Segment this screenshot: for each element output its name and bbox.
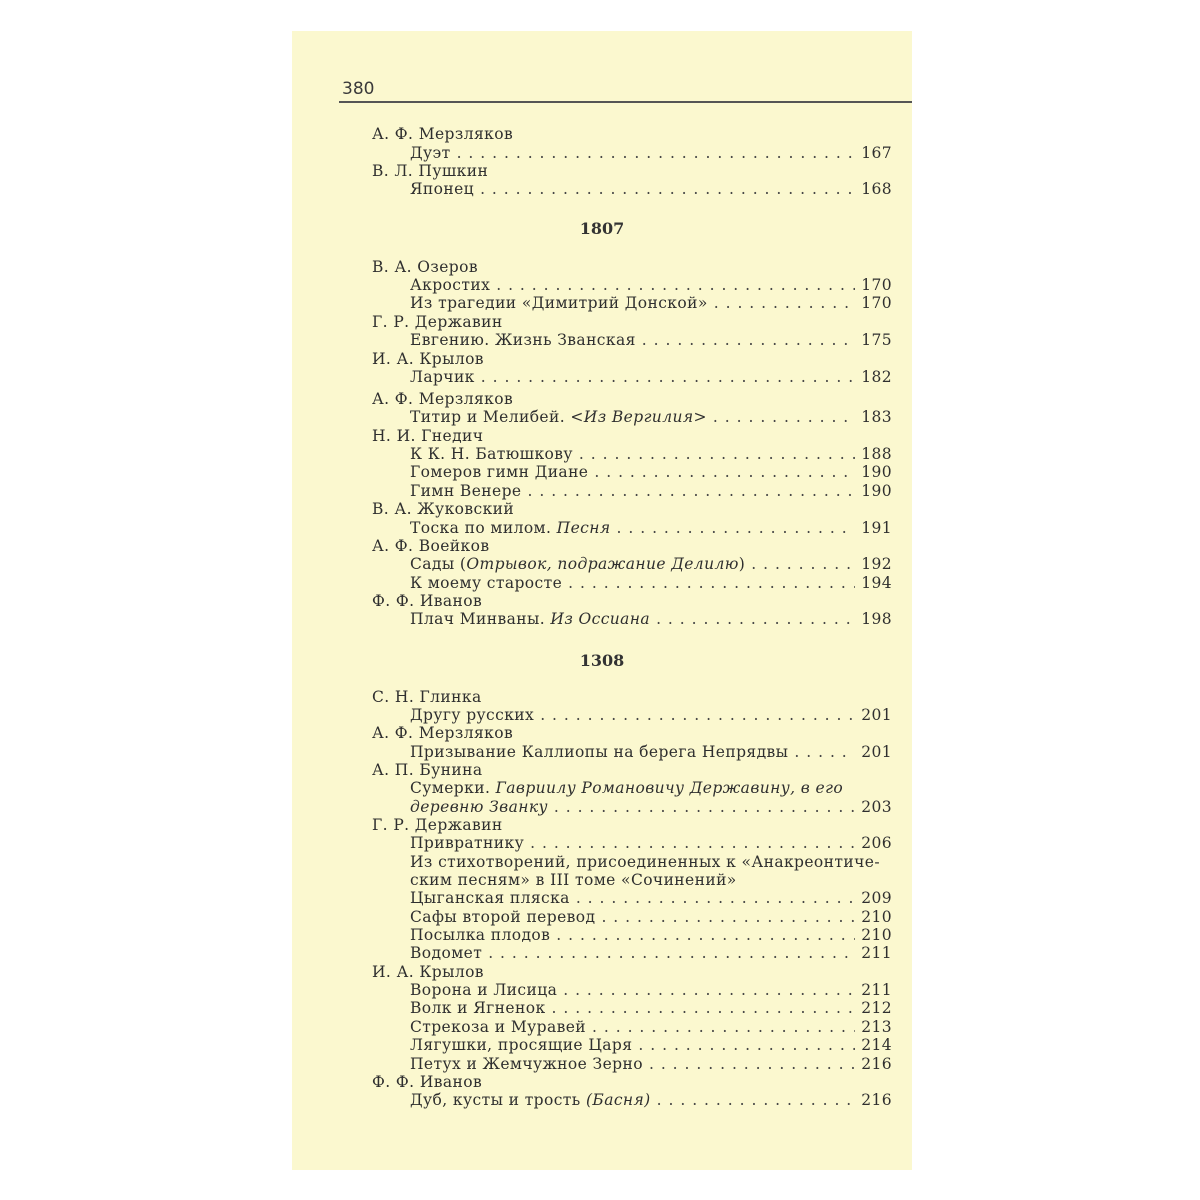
toc-row — [292, 444, 912, 464]
author-row — [292, 1072, 912, 1092]
entry-title: Дуб, кусты и трость (Басня) — [410, 1091, 651, 1109]
author-name: Г. Р. Державин — [372, 313, 503, 331]
dot-leader — [576, 888, 855, 908]
author-row — [292, 536, 912, 556]
toc-row — [292, 1090, 912, 1110]
dot-leader — [457, 143, 856, 163]
author-row — [292, 499, 912, 519]
author-name: С. Н. Глинка — [372, 688, 482, 706]
author-row — [292, 760, 912, 780]
dot-leader — [594, 462, 855, 482]
entry-title-italic: <Из Вергилия> — [570, 408, 707, 426]
toc-row — [292, 833, 912, 853]
entry-page-number: 214 — [861, 1036, 892, 1054]
toc-row — [292, 462, 912, 482]
toc-row — [292, 573, 912, 593]
author-name: Г. Р. Державин — [372, 816, 503, 834]
toc-row — [292, 1035, 912, 1055]
author-name: А. Ф. Воейков — [372, 537, 490, 555]
dot-leader — [568, 573, 855, 593]
entry-title: Ларчик — [410, 368, 475, 386]
dot-leader — [481, 367, 855, 387]
author-row — [292, 723, 912, 743]
year-heading: 1807 — [579, 219, 625, 238]
dot-leader — [751, 554, 855, 574]
author-name: А. Ф. Мерзляков — [372, 125, 514, 143]
author-name: В. А. Озеров — [372, 258, 478, 276]
entry-title-italic: Гавриилу Романовичу Державину, в его — [495, 779, 844, 797]
book-page — [292, 31, 912, 1170]
toc-row — [292, 888, 912, 908]
toc-row — [292, 1054, 912, 1074]
entry-page-number: 216 — [861, 1055, 892, 1073]
entry-title: Гимн Венере — [410, 482, 522, 500]
entry-title: Другу русских — [410, 706, 535, 724]
entry-page-number: 206 — [861, 834, 892, 852]
entry-title: Водомет — [410, 944, 483, 962]
author-row — [292, 687, 912, 707]
header-rule — [339, 101, 912, 103]
entry-title-italic: Песня — [556, 519, 611, 537]
entry-page-number: 213 — [861, 1018, 892, 1036]
author-name: В. Л. Пушкин — [372, 162, 489, 180]
entry-title — [410, 797, 548, 817]
entry-title: Привратнику — [410, 834, 525, 852]
author-name: А. Ф. Мерзляков — [372, 724, 514, 742]
author-row — [292, 312, 912, 332]
entry-title-italic: (Басня) — [585, 1091, 651, 1109]
entry-title: Из трагедии «Димитрий Донской» — [410, 294, 708, 312]
entry-title: Петух и Жемчужное Зерно — [410, 1055, 643, 1073]
dot-leader — [527, 481, 855, 501]
author-name: Ф. Ф. Иванов — [372, 1073, 483, 1091]
entry-title: Ворона и Лисица — [410, 981, 558, 999]
entry-title: Цыганская пляска — [410, 889, 570, 907]
dot-leader — [488, 943, 855, 963]
toc-row — [292, 367, 912, 387]
dot-leader — [601, 907, 855, 927]
author-row — [292, 349, 912, 369]
toc-row — [292, 778, 912, 798]
author-row — [292, 426, 912, 446]
dot-leader — [649, 1054, 855, 1074]
entry-title: ским песням» в III томе «Сочинений» — [410, 871, 737, 889]
entry-page-number: 168 — [861, 180, 892, 198]
entry-title: Призывание Каллиопы на берега Непрядвы — [410, 743, 789, 761]
toc-row — [292, 1017, 912, 1037]
toc-row — [292, 518, 912, 538]
dot-leader — [713, 407, 855, 427]
entry-title: Лягушки, просящие Царя — [410, 1036, 633, 1054]
toc-row — [292, 179, 912, 199]
entry-page-number: 210 — [861, 908, 892, 926]
entry-page-number: 190 — [861, 463, 892, 481]
entry-title: Сафы второй перевод — [410, 908, 596, 926]
author-name: Н. И. Гнедич — [372, 427, 484, 445]
dot-leader — [714, 293, 855, 313]
entry-page-number: 209 — [861, 889, 892, 907]
toc-row — [292, 852, 912, 872]
year-heading: 1308 — [579, 651, 625, 670]
entry-page-number: 167 — [861, 144, 892, 162]
entry-page-number: 170 — [861, 294, 892, 312]
entry-page-number: 183 — [861, 408, 892, 426]
author-row — [292, 389, 912, 409]
author-name: В. А. Жуковский — [372, 500, 515, 518]
dot-leader — [480, 179, 855, 199]
author-name: Ф. Ф. Иванов — [372, 592, 483, 610]
entry-page-number: 198 — [861, 610, 892, 628]
entry-page-number: 211 — [861, 981, 892, 999]
entry-page-number: 188 — [861, 445, 892, 463]
entry-page-number: 182 — [861, 368, 892, 386]
entry-page-number: 210 — [861, 926, 892, 944]
toc-row — [292, 870, 912, 890]
toc-row — [292, 705, 912, 725]
author-row — [292, 962, 912, 982]
toc-row — [292, 797, 912, 817]
toc-row — [292, 609, 912, 629]
entry-page-number: 190 — [861, 482, 892, 500]
toc-row — [292, 943, 912, 963]
dot-leader — [563, 980, 855, 1000]
entry-page-number: 211 — [861, 944, 892, 962]
dot-leader — [656, 609, 855, 629]
dot-leader — [657, 1090, 856, 1110]
entry-title-italic: Отрывок, подражание Делилю — [466, 555, 739, 573]
entry-title: Волк и Ягненок — [410, 999, 546, 1017]
toc-row — [292, 407, 912, 427]
toc-row — [292, 998, 912, 1018]
dot-leader — [556, 925, 855, 945]
dot-leader — [540, 705, 855, 725]
author-row — [292, 124, 912, 144]
entry-page-number: 203 — [861, 798, 892, 816]
dot-leader — [638, 1035, 855, 1055]
entry-title: Сумерки. Гавриилу Романовичу Державину, в его — [410, 779, 844, 797]
entry-title: Сады (Отрывок, подражание Делилю) — [410, 555, 746, 573]
entry-title: К моему старосте — [410, 574, 563, 592]
entry-page-number: 212 — [861, 999, 892, 1017]
dot-leader — [554, 797, 855, 817]
entry-title: Плач Минваны. Из Оссиана — [410, 610, 651, 628]
entry-title-italic: деревню Званку — [410, 798, 548, 816]
dot-leader — [530, 833, 855, 853]
toc-row — [292, 481, 912, 501]
entry-page-number: 216 — [861, 1091, 892, 1109]
entry-title: Акростих — [410, 276, 491, 294]
dot-leader — [617, 518, 856, 538]
entry-page-number: 170 — [861, 276, 892, 294]
author-row — [292, 161, 912, 181]
toc-row — [292, 330, 912, 350]
entry-title: Тоска по милом. Песня — [410, 519, 611, 537]
toc-row — [292, 554, 912, 574]
entry-page-number: 201 — [861, 706, 892, 724]
toc-row — [292, 742, 912, 762]
entry-title: Гомеров гимн Диане — [410, 463, 589, 481]
entry-title: Стрекоза и Муравей — [410, 1018, 587, 1036]
entry-title: Титир и Мелибей. <Из Вергилия> — [410, 408, 707, 426]
entry-title: Евгению. Жизнь Званская — [410, 331, 636, 349]
dot-leader — [579, 444, 855, 464]
entry-title: К К. Н. Батюшкову — [410, 445, 573, 463]
page-number: 380 — [342, 79, 375, 99]
entry-page-number: 201 — [861, 743, 892, 761]
author-row — [292, 591, 912, 611]
author-row — [292, 257, 912, 277]
dot-leader — [642, 330, 855, 350]
dot-leader — [592, 1017, 855, 1037]
toc-row — [292, 907, 912, 927]
entry-page-number: 192 — [861, 555, 892, 573]
entry-page-number: 194 — [861, 574, 892, 592]
toc-row — [292, 293, 912, 313]
toc-row — [292, 143, 912, 163]
toc-row — [292, 925, 912, 945]
dot-leader — [794, 742, 855, 762]
author-name: А. Ф. Мерзляков — [372, 390, 514, 408]
dot-leader — [496, 275, 855, 295]
entry-page-number: 191 — [861, 519, 892, 537]
author-name: И. А. Крылов — [372, 963, 484, 981]
entry-title: Японец — [410, 180, 475, 198]
dot-leader — [552, 998, 856, 1018]
entry-title: Посылка плодов — [410, 926, 551, 944]
toc-row — [292, 275, 912, 295]
entry-title-italic: Из Оссиана — [550, 610, 651, 628]
entry-page-number: 175 — [861, 331, 892, 349]
entry-title: Из стихотворений, присоединенных к «Анакреонтиче- — [410, 853, 880, 871]
author-name: И. А. Крылов — [372, 350, 484, 368]
author-name: А. П. Бунина — [372, 761, 483, 779]
author-row — [292, 815, 912, 835]
toc-row — [292, 980, 912, 1000]
entry-title: Дуэт — [410, 144, 451, 162]
